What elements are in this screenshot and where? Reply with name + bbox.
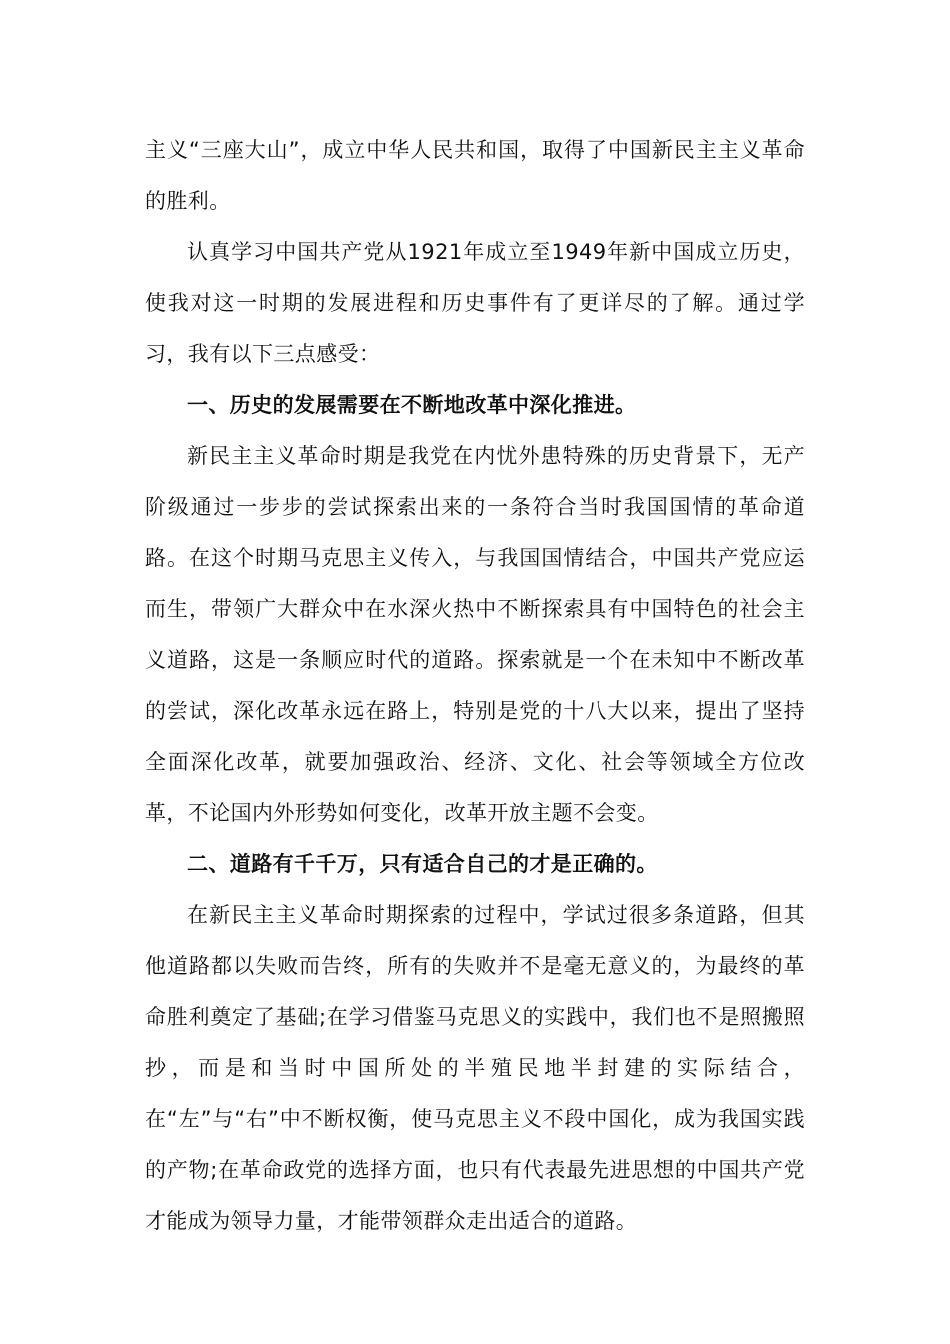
section-heading-1: 一、历史的发展需要在不断地改革中深化推进。 xyxy=(187,393,637,417)
document-body xyxy=(145,125,805,1247)
paragraph-intro: 认真学习中国共产党从1921年成立至1949年新中国成立历史，使我对这一时期的发展进程和历史事件有了更详尽的了解。通过学习，我有以下三点感受： xyxy=(145,240,805,366)
section-heading-2: 二、道路有千千万，只有适合自己的才是正确的。 xyxy=(187,852,658,876)
paragraph-section-1: 新民主主义革命时期是我党在内忧外患特殊的历史背景下，无产阶级通过一步步的尝试探索出来的一条符合当时我国国情的革命道路。在这个时期马克思主义传入，与我国国情结合，中国共产党应运而生，带领广大群众中在水深火热中不断探索具有中国特色的社会主义道路，这是一条顺应时代的道路。探索就是一个在未知中不断改革的尝试，深化改革永远在路上，特别是党的十八大以来，提出了坚持全面深化改革，就要加强政治、经济、文化、社会等领域全方位改革，不论国内外形势如何变化，改革开放主题不会变。 xyxy=(145,444,805,825)
paragraph-section-2: 在新民主主义革命时期探索的过程中，学试过很多条道路，但其他道路都以失败而告终，所有的失败并不是毫无意义的，为最终的革命胜利奠定了基础;在学习借鉴马克思义的实践中，我们也不是照搬照抄，而是和当时中国所处的半殖民地半封建的实际结合，在“左”与“右”中不断权衡，使马克思主义不段中国化，成为我国实践的产物;在革命政党的选择方面，也只有代表最先进思想的中国共产党才能成为领导力量，才能带领群众走出适合的道路。 xyxy=(145,903,805,1233)
paragraph-continuation: 主义“三座大山”，成立中华人民共和国，取得了中国新民主主义革命的胜利。 xyxy=(145,138,805,213)
